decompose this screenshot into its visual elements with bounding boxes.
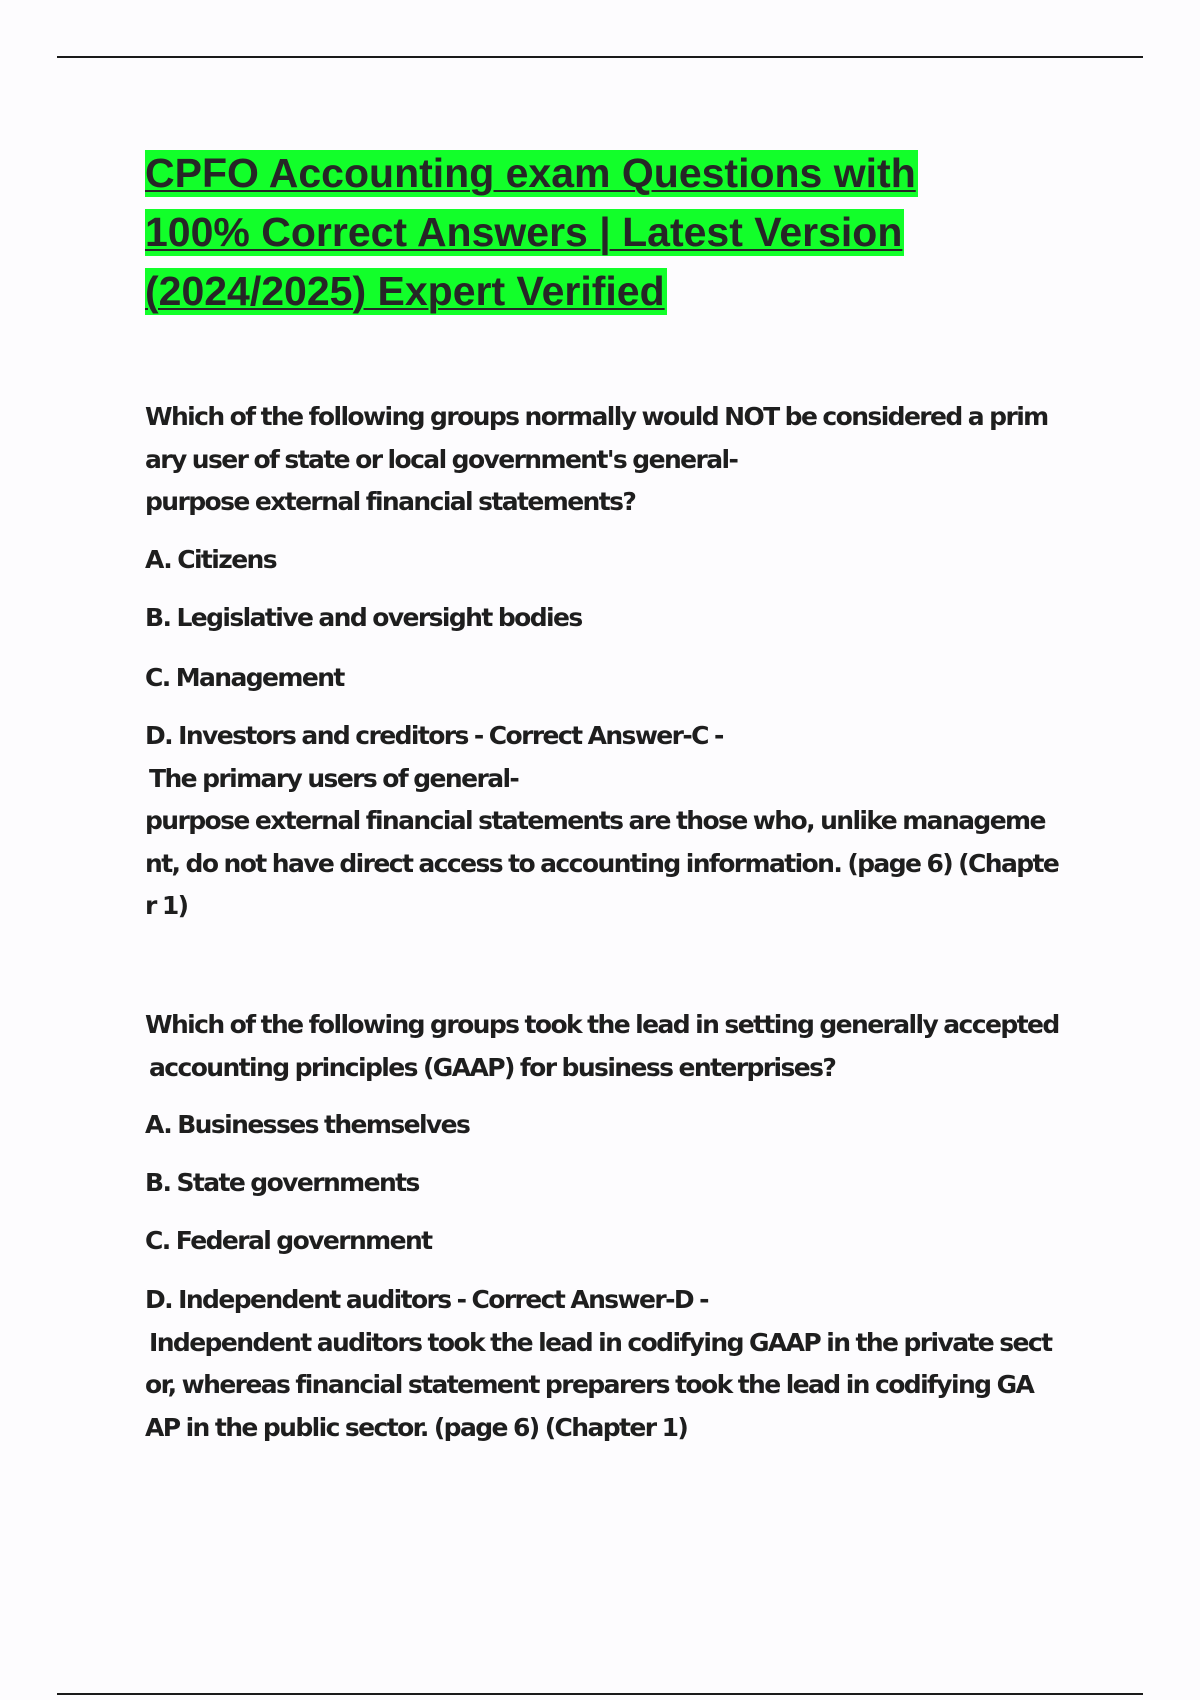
question-1-line-2: ary user of state or local government's general- — [145, 444, 738, 474]
question-1-line-1: Which of the following groups normally would NOT be considered a prim — [145, 402, 1048, 431]
question-1-answer — [145, 715, 1095, 928]
question-2-answer-line-1: D. Independent auditors - Correct Answer-D - — [145, 1285, 708, 1314]
question-2-text — [145, 1004, 1095, 1089]
title-line-1: CPFO Accounting exam Questions with — [145, 150, 916, 196]
question-1 — [145, 396, 1095, 524]
question-2-option-a: A. Businesses themselves — [145, 1110, 470, 1139]
question-2-line-1: Which of the following groups took the lead in setting generally accepted — [145, 1010, 1059, 1039]
question-1-option-a: A. Citizens — [145, 545, 277, 574]
bottom-rule — [57, 1693, 1143, 1695]
question-2-answer-line-3: or, whereas financial statement preparers took the lead in codifying GA — [145, 1370, 1034, 1399]
title-line-2: 100% Correct Answers | Latest Version — [145, 209, 903, 255]
top-rule — [57, 56, 1143, 58]
question-2-answer — [145, 1279, 1095, 1449]
document-title — [145, 144, 1065, 321]
question-1-answer-line-5: r 1) — [145, 891, 188, 920]
question-2-option-b: B. State governments — [145, 1168, 419, 1197]
question-1-answer-line-2: The primary users of general- — [149, 763, 519, 793]
question-2-answer-line-2: Independent auditors took the lead in codifying GAAP in the private sect — [149, 1327, 1052, 1357]
question-2-option-c: C. Federal government — [145, 1226, 432, 1255]
question-1-option-c: C. Management — [145, 663, 344, 692]
question-2 — [145, 1004, 1095, 1089]
question-1-answer-line-4: nt, do not have direct access to accounting information. (page 6) (Chapte — [145, 848, 1059, 878]
question-1-text — [145, 396, 1095, 524]
question-2-answer-line-4: AP in the public sector. (page 6) (Chapter 1) — [145, 1412, 688, 1442]
question-1-line-3: purpose external financial statements? — [145, 487, 636, 516]
question-1-answer-line-1: D. Investors and creditors - Correct Answer-C - — [145, 721, 723, 750]
question-1-answer-line-3: purpose external financial statements are those who, unlike manageme — [145, 806, 1045, 835]
question-2-line-2: accounting principles (GAAP) for business enterprises? — [149, 1052, 836, 1082]
title-line-3: (2024/2025) Expert Verified — [145, 268, 665, 314]
question-1-option-b: B. Legislative and oversight bodies — [145, 603, 582, 632]
